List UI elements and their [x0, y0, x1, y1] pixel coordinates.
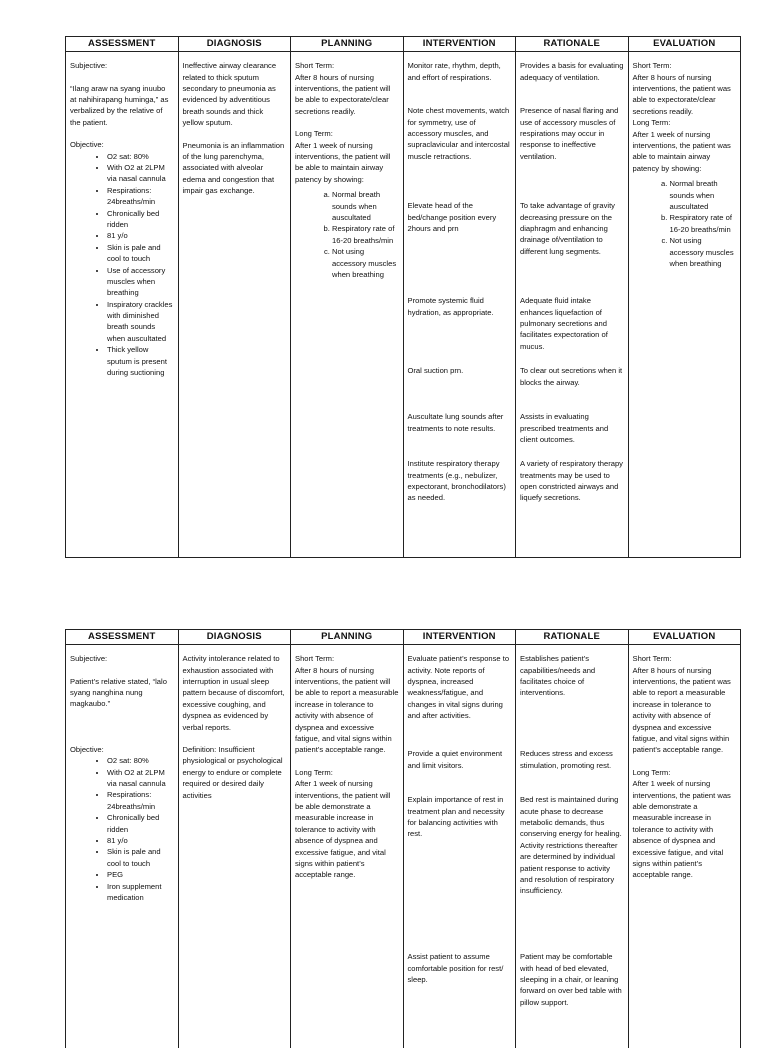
- assessment-cell: [66, 52, 179, 558]
- header-diagnosis: DIAGNOSIS: [178, 630, 291, 645]
- definition-text: Insufficient physiological or psychological energy to endure or complete required or desired daily activities: [182, 744, 283, 800]
- list-item: • Chronically bed ridden: [107, 208, 174, 231]
- rationale-item: Patient may be comfortable with head of bed elevated, sleeping in a chair, or leaning forward on over bed table with pillow support.: [520, 952, 622, 1007]
- objective-list: [70, 755, 174, 903]
- subjective-text: Patient’s relative stated, “lalo syang nanghina nung magkaubo.”: [70, 676, 167, 709]
- intervention-item: Explain importance of rest in treatment plan and necessity for balancing activities with rest.: [407, 795, 505, 839]
- subjective-label: Subjective:: [70, 654, 108, 664]
- list-item: a. Normal breath sounds when auscultated: [332, 189, 399, 223]
- list-item: • Skin is pale and cool to touch: [107, 846, 174, 869]
- list-item: • With O2 at 2LPM via nasal cannula: [107, 162, 174, 185]
- long-term-label: Long Term:: [295, 767, 333, 777]
- definition-label: Definition:: [182, 744, 217, 754]
- intervention-item: Evaluate patient’s response to activity. Note reports of dyspnea, increased weakness/fatigue, and changes in vital signs during and after activities.: [407, 654, 510, 721]
- evaluation-cell: [628, 645, 741, 1048]
- header-evaluation: EVALUATION: [628, 37, 741, 52]
- list-item: • Chronically bed ridden: [107, 812, 174, 835]
- diagnosis-cell: [178, 645, 291, 1048]
- intervention-item: Oral suction prn.: [407, 366, 464, 376]
- diagnosis-definition: [183, 744, 287, 801]
- subjective-label: Subjective:: [70, 61, 108, 71]
- care-plan-table-airway-clearance: [65, 36, 741, 558]
- short-term-label: Short Term:: [632, 61, 672, 71]
- intervention-item: Auscultate lung sounds after treatments to note results.: [407, 412, 504, 433]
- result-criteria-list: [633, 178, 737, 269]
- diagnosis-statement: Activity intolerance related to exhaustion associated with interruption in usual sleep pattern because of discomfort, excessive coughing, and dyspnea as evidenced by verbal reports.: [182, 654, 285, 732]
- long-term-label: Long Term:: [632, 767, 671, 777]
- diagnosis-definition: Pneumonia is an inflammation of the lung parenchyma, associated with alveolar edema and congestion that impair gas exchange.: [182, 140, 285, 196]
- content-row: [66, 52, 741, 558]
- long-term-result: After 1 week of nursing interventions, the patient was able to maintain airway patency by showing:: [632, 129, 731, 173]
- rationale-item: Presence of nasal flaring and use of accessory muscles of respirations may occur in response to ineffective ventilation.: [520, 106, 619, 161]
- list-item: • Thick yellow sputum is present during suctioning: [107, 344, 174, 378]
- assessment-cell: [66, 645, 179, 1048]
- list-item: • O2 sat: 80%: [107, 151, 174, 162]
- long-term-goal: After 1 week of nursing interventions, the patient will be able demonstrate a measurable increase in tolerance to activity with absence of dyspnea and excessive fatigue, and vital signs within patient’s acceptable range.: [295, 779, 391, 880]
- rationale-item: Reduces stress and excess stimulation, promoting rest.: [520, 749, 613, 770]
- header-row: [66, 37, 741, 52]
- list-item: • PEG: [107, 869, 174, 880]
- rationale-item: Bed rest is maintained during acute phase to decrease metabolic demands, thus conserving energy for healing. Activity restrictions thereafter are determined by individual patient response to activity and resolution of respiratory insufficiency.: [520, 795, 622, 896]
- long-term-goal: After 1 week of nursing interventions, the patient will be able to maintain airway patency by showing:: [295, 140, 391, 184]
- header-rationale: RATIONALE: [516, 630, 629, 645]
- goal-criteria-list: [295, 189, 399, 280]
- list-item: • With O2 at 2LPM via nasal cannula: [107, 767, 174, 790]
- rationale-item: Provides a basis for evaluating adequacy of ventilation.: [520, 61, 624, 82]
- care-plan-table-activity-intolerance: [65, 629, 741, 1048]
- list-item: a. Normal breath sounds when auscultated: [670, 178, 737, 212]
- header-planning: PLANNING: [291, 630, 404, 645]
- intervention-item: Promote systemic fluid hydration, as appropriate.: [407, 296, 494, 317]
- intervention-item: Monitor rate, rhythm, depth, and effort of respirations.: [407, 61, 501, 82]
- rationale-item: To take advantage of gravity decreasing pressure on the diaphragm and enhancing drainage of/ventilation to different lung segments.: [520, 201, 615, 256]
- list-item: • Skin is pale and cool to touch: [107, 242, 174, 265]
- short-term-label: Short Term:: [295, 61, 335, 71]
- list-item: b. Respiratory rate of 16-20 breaths/min: [332, 223, 399, 246]
- long-term-result: After 1 week of nursing interventions, the patient was able demonstrate a measurable increase in tolerance to activity with absence of dyspnea and excessive fatigue, and vital signs within patient’s acceptable range.: [632, 779, 731, 880]
- header-intervention: INTERVENTION: [403, 37, 516, 52]
- list-item: • Respirations: 24breaths/min: [107, 789, 174, 812]
- short-term-goal: After 8 hours of nursing interventions, the patient will be able to expectorate/clear secretions readily.: [295, 72, 391, 116]
- rationale-item: Adequate fluid intake enhances liquefaction of pulmonary secretions and facilitates expectoration of mucus.: [520, 296, 608, 351]
- list-item: • O2 sat: 80%: [107, 755, 174, 766]
- header-planning: PLANNING: [291, 37, 404, 52]
- planning-cell: [291, 645, 404, 1048]
- list-item: • Iron supplement medication: [107, 881, 174, 904]
- subjective-text: “Ilang araw na syang inuubo at nahihirapang huminga,” as verbalized by the relative of the patient.: [70, 83, 169, 127]
- rationale-cell: [516, 52, 629, 558]
- rationale-cell: [516, 645, 629, 1048]
- evaluation-cell: [628, 52, 741, 558]
- list-item: c. Not using accessory muscles when breathing: [332, 246, 399, 280]
- objective-label: Objective:: [70, 140, 104, 150]
- objective-list: [70, 151, 174, 379]
- list-item: • 81 y/o: [107, 835, 174, 846]
- list-item: b. Respiratory rate of 16-20 breaths/min: [670, 212, 737, 235]
- intervention-item: Note chest movements, watch for symmetry, use of accessory muscles, and supraclavicular and intercostal muscle retractions.: [407, 106, 510, 161]
- list-item: • Use of accessory muscles when breathing: [107, 265, 174, 299]
- header-rationale: RATIONALE: [516, 37, 629, 52]
- header-row: [66, 630, 741, 645]
- header-intervention: INTERVENTION: [403, 630, 516, 645]
- intervention-item: Institute respiratory therapy treatments (e.g., nebulizer, expectorant, bronchodilators) as needed.: [407, 459, 506, 503]
- short-term-goal: After 8 hours of nursing interventions, the patient will be able to report a measurable increase in tolerance to activity with absence of dyspnea and excessive fatigue, and vital signs within patient’s acceptable range.: [295, 665, 399, 755]
- diagnosis-cell: [178, 52, 291, 558]
- rationale-item: A variety of respiratory therapy treatments may be used to open constricted airways and liquefy secretions.: [520, 459, 623, 503]
- diagnosis-statement: Ineffective airway clearance related to thick sputum secondary to pneumonia as evidenced by adventitious breath sounds and thick yellow sputum.: [182, 61, 277, 128]
- intervention-cell: [403, 645, 516, 1048]
- short-term-label: Short Term:: [295, 654, 335, 664]
- intervention-item: Assist patient to assume comfortable position for rest/ sleep.: [407, 952, 504, 985]
- rationale-item: Establishes patient’s capabilities/needs and facilitates choice of interventions.: [520, 654, 596, 698]
- content-row: [66, 645, 741, 1048]
- long-term-label: Long Term:: [632, 118, 671, 128]
- rationale-item: To clear out secretions when it blocks the airway.: [520, 366, 623, 387]
- header-assessment: ASSESSMENT: [66, 37, 179, 52]
- short-term-label: Short Term:: [632, 654, 672, 664]
- intervention-cell: [403, 52, 516, 558]
- short-term-result: After 8 hours of nursing interventions, the patient was able to report a measurable increase in tolerance to activity with absence of dyspnea and excessive fatigue, and vital signs within patient’s acceptable range.: [632, 665, 731, 755]
- list-item: • Respirations: 24breaths/min: [107, 185, 174, 208]
- list-item: c. Not using accessory muscles when breathing: [670, 235, 737, 269]
- rationale-item: Assists in evaluating prescribed treatments and client outcomes.: [520, 412, 609, 445]
- header-evaluation: EVALUATION: [628, 630, 741, 645]
- list-item: • 81 y/o: [107, 230, 174, 241]
- intervention-item: Provide a quiet environment and limit visitors.: [407, 749, 503, 770]
- planning-cell: [291, 52, 404, 558]
- header-diagnosis: DIAGNOSIS: [178, 37, 291, 52]
- list-item: • Inspiratory crackles with diminished breath sounds when auscultated: [107, 299, 174, 345]
- long-term-label: Long Term:: [295, 129, 333, 139]
- objective-label: Objective:: [70, 744, 104, 754]
- intervention-item: Elevate head of the bed/change position every 2hours and prn: [407, 201, 497, 234]
- short-term-result: After 8 hours of nursing interventions, the patient was able to expectorate/clear secretions readily.: [632, 72, 731, 116]
- header-assessment: ASSESSMENT: [66, 630, 179, 645]
